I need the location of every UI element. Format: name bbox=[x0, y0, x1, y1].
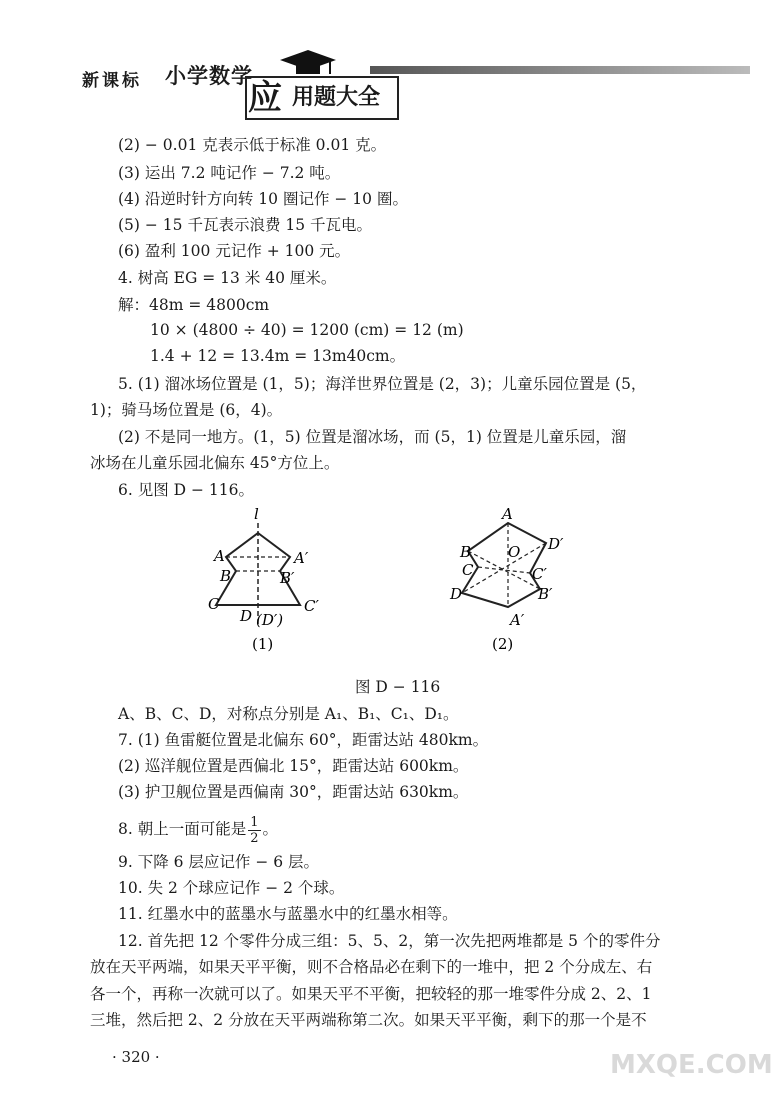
text-line: (5) − 15 千瓦表示浪费 15 千瓦电。 bbox=[118, 216, 373, 234]
page-header bbox=[70, 48, 710, 118]
text-line: (6) 盈利 100 元记作 + 100 元。 bbox=[118, 242, 351, 260]
text-line: (2) 巡洋舰位置是西偏北 15°，距雷达站 600km。 bbox=[118, 757, 469, 775]
text-line: 解：48m = 4800cm bbox=[118, 296, 270, 314]
fraction-denominator: 2 bbox=[250, 830, 259, 846]
label-O: O bbox=[508, 543, 521, 561]
text-line: 10. 失 2 个球应记作 − 2 个球。 bbox=[118, 879, 345, 897]
text-line: 4. 树高 EG = 13 米 40 厘米。 bbox=[118, 269, 337, 287]
label-C-prime: C′ bbox=[304, 597, 319, 615]
header-rule bbox=[370, 66, 750, 74]
text-line: 7. (1) 鱼雷艇位置是北偏东 60°，距雷达站 480km。 bbox=[118, 731, 489, 749]
figure-caption: 图 D − 116 bbox=[355, 678, 441, 696]
text-line: (3) 运出 7.2 吨记作 − 7.2 吨。 bbox=[118, 164, 341, 182]
text-line: 1)；骑马场位置是 (6，4)。 bbox=[90, 401, 283, 419]
graduation-cap-icon bbox=[278, 48, 338, 78]
fraction bbox=[248, 815, 260, 846]
label-A: A bbox=[502, 505, 513, 523]
text-line: 12. 首先把 12 个零件分成三组：5、5、2，第一次先把两堆都是 5 个的零件分 bbox=[118, 932, 661, 950]
fraction-line-suffix: 。 bbox=[262, 820, 279, 838]
text-line: (2) − 0.01 克表示低于标准 0.01 克。 bbox=[118, 136, 387, 154]
label-D-prime: D′ bbox=[548, 535, 564, 553]
label-D-prime: (D′) bbox=[256, 611, 284, 629]
text-line: (4) 沿逆时针方向转 10 圈记作 − 10 圈。 bbox=[118, 190, 408, 208]
book-title: 用题大全 bbox=[292, 85, 381, 110]
text-line: 9. 下降 6 层应记作 − 6 层。 bbox=[118, 853, 320, 871]
label-C-prime: C′ bbox=[532, 565, 547, 583]
label-C: C bbox=[208, 595, 220, 613]
label-A: A bbox=[214, 547, 225, 565]
label-B: B bbox=[220, 567, 232, 585]
label-B: B bbox=[460, 543, 472, 561]
text-line: (3) 护卫舰位置是西偏南 30°，距雷达站 630km。 bbox=[118, 783, 469, 801]
label-B-prime: B′ bbox=[538, 585, 553, 603]
text-line: A、B、C、D，对称点分别是 A₁、B₁、C₁、D₁。 bbox=[118, 705, 459, 723]
label-D: D bbox=[240, 607, 253, 625]
text-line: (2) 不是同一地方。(1，5) 位置是溜冰场，而 (5，1) 位置是儿童乐园，溜 bbox=[118, 428, 627, 446]
text-line: 冰场在儿童乐园北偏东 45°方位上。 bbox=[90, 454, 340, 472]
figure-2-sublabel: (2) bbox=[492, 635, 514, 653]
label-A-prime: A′ bbox=[294, 549, 309, 567]
series-logo: 新课标 bbox=[82, 71, 142, 91]
watermark: MXQE.COM bbox=[610, 1050, 773, 1080]
figure-1-symmetric-shape bbox=[200, 505, 340, 665]
label-D: D bbox=[450, 585, 463, 603]
text-line: 三堆，然后把 2、2 分放在天平两端称第二次。如果天平平衡，剩下的那一个是不 bbox=[90, 1011, 647, 1029]
text-line-fraction bbox=[118, 812, 278, 846]
text-line: 各一个，再称一次就可以了。如果天平不平衡，把较轻的那一堆零件分成 2、2、1 bbox=[90, 985, 652, 1003]
text-line: 6. 见图 D − 116。 bbox=[118, 481, 254, 499]
title-big-char: 应 bbox=[248, 78, 282, 118]
figure-2-rotated-shape bbox=[440, 505, 590, 665]
label-A-prime: A′ bbox=[510, 611, 525, 629]
text-line: 1.4 + 12 = 13.4m = 13m40cm。 bbox=[150, 347, 406, 365]
fraction-numerator: 1 bbox=[250, 814, 259, 830]
page-number: · 320 · bbox=[112, 1048, 160, 1066]
text-line: 11. 红墨水中的蓝墨水与蓝墨水中的红墨水相等。 bbox=[118, 905, 458, 923]
text-line: 放在天平两端，如果天平平衡，则不合格品必在剩下的一堆中，把 2 个分成左、右 bbox=[90, 958, 653, 976]
text-line: 10 × (4800 ÷ 40) = 1200 (cm) = 12 (m) bbox=[150, 321, 464, 339]
fraction-line-prefix: 8. 朝上一面可能是 bbox=[118, 820, 247, 838]
text-line: 5. (1) 溜冰场位置是 (1，5)；海洋世界位置是 (2，3)；儿童乐园位置是 (5， bbox=[118, 375, 647, 393]
subject-label: 小学数学 bbox=[165, 64, 253, 88]
label-B-prime: B′ bbox=[280, 569, 295, 587]
label-C: C bbox=[462, 561, 474, 579]
figure-1-sublabel: (1) bbox=[252, 635, 274, 653]
label-axis-l: l bbox=[254, 505, 259, 523]
